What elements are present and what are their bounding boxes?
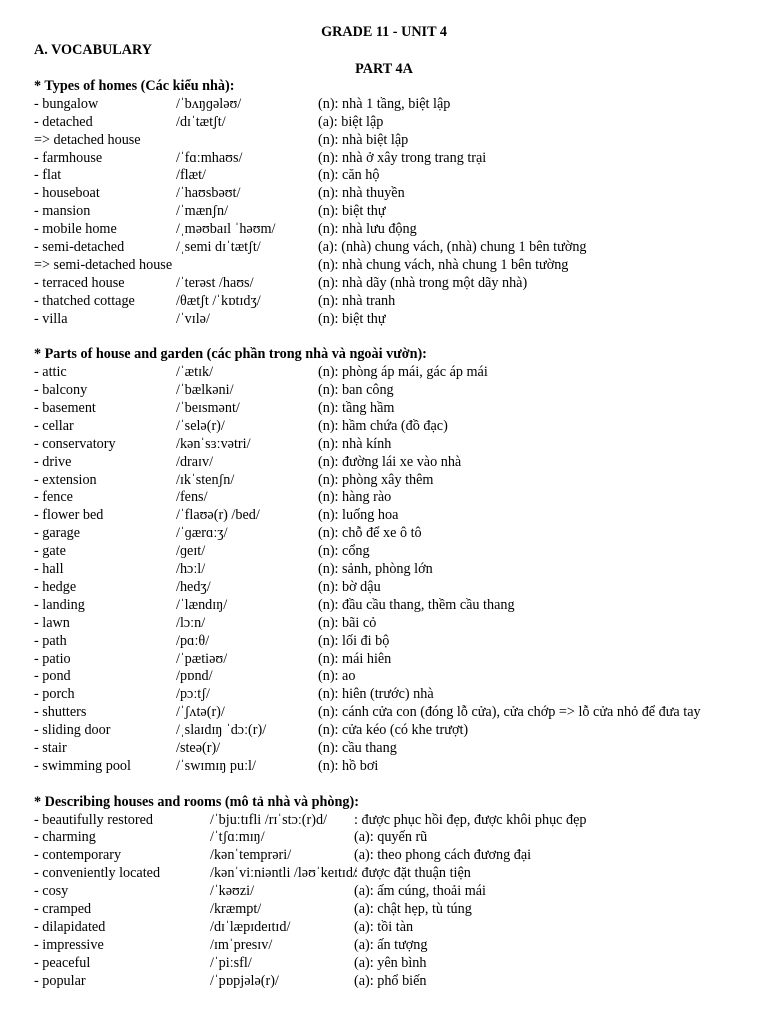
vocab-pronunciation: /ˈbʌŋɡələʊ/ <box>176 95 242 112</box>
vocab-pronunciation: /ˈlændɪŋ/ <box>176 596 228 613</box>
vocab-pronunciation: /dɪˈtætʃt/ <box>176 113 226 130</box>
vocab-row <box>34 704 764 722</box>
vocab-pronunciation: /pɒnd/ <box>176 668 213 685</box>
vocab-row <box>34 686 764 704</box>
vocab-pronunciation: /fens/ <box>176 489 208 506</box>
vocab-pronunciation: /ˈpɒpjələ(r)/ <box>210 972 279 989</box>
vocab-meaning: (n): hàng rào <box>318 489 392 506</box>
vocab-row <box>34 758 764 776</box>
vocab-word: - conservatory <box>34 435 116 452</box>
vocab-row <box>34 132 764 150</box>
vocab-word: - mansion <box>34 203 91 220</box>
vocab-meaning: (n): nhà dãy (nhà trong một dãy nhà) <box>318 274 528 291</box>
vocab-pronunciation: /kənˈtemprəri/ <box>210 847 292 864</box>
group-heading: * Describing houses and rooms (mô tả nhà và phòng): <box>34 793 359 810</box>
vocab-row <box>34 239 764 257</box>
vocab-meaning: (n): phòng xây thêm <box>318 471 434 488</box>
vocab-pronunciation: /kræmpt/ <box>210 900 262 917</box>
vocab-pronunciation: /ˈhaʊsbəʊt/ <box>176 185 241 202</box>
vocab-meaning: (n): cầu thang <box>318 739 397 756</box>
vocab-meaning: (n): hồ bơi <box>318 757 379 774</box>
vocab-word: - bungalow <box>34 95 99 112</box>
vocab-word: - fence <box>34 489 73 506</box>
vocab-row <box>34 400 764 418</box>
vocab-row <box>34 382 764 400</box>
vocab-pronunciation: /pɑːθ/ <box>176 632 210 649</box>
vocab-word: - landing <box>34 596 85 613</box>
vocab-pronunciation: /ˌsemi dɪˈtætʃt/ <box>176 239 261 256</box>
vocab-meaning: (n): cổng <box>318 543 370 560</box>
vocab-word: - basement <box>34 400 96 417</box>
vocab-meaning: (n): nhà ở xây trong trang trại <box>318 149 487 166</box>
vocab-pronunciation: /ɡeɪt/ <box>176 543 206 560</box>
vocab-row <box>34 829 764 847</box>
vocab-meaning: (n): nhà tranh <box>318 292 396 309</box>
vocab-word: - impressive <box>34 936 104 953</box>
vocab-row <box>34 847 764 865</box>
vocab-pronunciation: /flæt/ <box>176 167 206 184</box>
vocab-meaning: (a): tồi tàn <box>354 918 414 935</box>
vocab-word: - patio <box>34 650 71 667</box>
part-heading: PART 4A <box>355 61 413 77</box>
vocab-row <box>34 973 764 991</box>
vocab-word: - shutters <box>34 704 87 721</box>
vocab-word: - lawn <box>34 614 70 631</box>
vocab-meaning: (n): bờ dậu <box>318 578 381 595</box>
vocab-word: - houseboat <box>34 185 100 202</box>
vocab-pronunciation: /ˈmænʃn/ <box>176 203 229 220</box>
vocab-meaning: : được đặt thuận tiện <box>354 865 471 882</box>
vocab-pronunciation: /ˈselə(r)/ <box>176 417 225 434</box>
vocab-row <box>34 472 764 490</box>
vocab-meaning: (n): tầng hầm <box>318 400 395 417</box>
vocab-pronunciation: /steə(r)/ <box>176 739 221 756</box>
vocab-meaning: (n): mái hiên <box>318 650 392 667</box>
vocab-row <box>34 167 764 185</box>
vocab-meaning: (n): nhà lưu động <box>318 221 417 238</box>
vocab-word: - gate <box>34 543 66 560</box>
vocab-row <box>34 418 764 436</box>
section-heading: A. VOCABULARY <box>34 42 152 58</box>
vocab-row <box>34 955 764 973</box>
vocab-meaning: (n): nhà biệt lập <box>318 131 409 148</box>
vocab-pronunciation: /ˈfɑːmhaʊs/ <box>176 149 243 166</box>
vocab-word: - beautifully restored <box>34 811 153 828</box>
vocab-meaning: (n): nhà thuyền <box>318 185 405 202</box>
vocab-word: - terraced house <box>34 274 125 291</box>
vocab-meaning: (a): ấm cúng, thoải mái <box>354 883 486 900</box>
vocab-row <box>34 311 764 329</box>
vocab-row <box>34 651 764 669</box>
vocab-word: - detached <box>34 113 93 130</box>
vocab-row <box>34 221 764 239</box>
vocab-meaning: (n): sảnh, phòng lớn <box>318 561 433 578</box>
vocab-word: - flower bed <box>34 507 104 524</box>
vocab-meaning: (n): cánh cửa con (đóng lỗ cửa), cửa chớp => lỗ cửa nhỏ để đưa tay <box>318 704 701 721</box>
vocab-row <box>34 150 764 168</box>
vocab-word: - cosy <box>34 883 69 900</box>
vocab-row <box>34 740 764 758</box>
vocab-row <box>34 883 764 901</box>
vocab-word: - villa <box>34 310 68 327</box>
vocab-row <box>34 293 764 311</box>
vocab-pronunciation: /lɔːn/ <box>176 614 206 631</box>
vocab-row <box>34 454 764 472</box>
vocab-meaning: (a): phổ biến <box>354 972 427 989</box>
vocab-word: - thatched cottage <box>34 292 135 309</box>
vocab-pronunciation: /kənˈviːniəntli /ləʊˈkeɪtɪd/ <box>210 865 357 882</box>
vocab-row <box>34 525 764 543</box>
vocab-meaning: (a): theo phong cách đương đại <box>354 847 532 864</box>
vocab-word: - attic <box>34 364 67 381</box>
vocab-row <box>34 185 764 203</box>
vocab-pronunciation: /ˈpætiəʊ/ <box>176 650 228 667</box>
vocab-word: - dilapidated <box>34 918 106 935</box>
vocab-word: - garage <box>34 525 81 542</box>
vocab-pronunciation: /ˈswɪmɪŋ puːl/ <box>176 757 256 774</box>
vocab-pronunciation: /ˈvɪlə/ <box>176 310 210 327</box>
vocab-word: - charming <box>34 829 96 846</box>
vocab-row <box>34 436 764 454</box>
document-title: GRADE 11 - UNIT 4 <box>321 24 447 40</box>
vocabulary-content <box>34 78 764 990</box>
vocabulary-group <box>34 78 764 328</box>
vocab-pronunciation: /ˌməʊbaɪl ˈhəʊm/ <box>176 221 276 238</box>
group-heading: * Types of homes (Các kiểu nhà): <box>34 78 235 94</box>
vocab-row <box>34 257 764 275</box>
vocab-meaning: (a): yên bình <box>354 954 427 971</box>
vocab-pronunciation: /ˈpiːsfl/ <box>210 954 252 971</box>
vocab-meaning: (a): quyến rũ <box>354 829 428 846</box>
vocab-word: - cramped <box>34 900 92 917</box>
vocab-meaning: (n): phòng áp mái, gác áp mái <box>318 364 488 381</box>
vocab-pronunciation: /dɪˈlæpɪdeɪtɪd/ <box>210 918 291 935</box>
vocab-word: - hall <box>34 561 64 578</box>
vocab-pronunciation: /kənˈsɜːvətri/ <box>176 435 251 452</box>
vocab-meaning: (n): đầu cầu thang, thềm cầu thang <box>318 596 515 613</box>
vocab-word: => semi-detached house <box>34 256 173 273</box>
vocab-meaning: (n): cửa kéo (có khe trượt) <box>318 722 469 739</box>
vocab-row <box>34 561 764 579</box>
vocab-row <box>34 865 764 883</box>
vocab-row <box>34 203 764 221</box>
vocab-row <box>34 364 764 382</box>
vocab-meaning: (n): hiên (trước) nhà <box>318 686 434 703</box>
vocab-meaning: (n): ao <box>318 668 356 685</box>
vocab-pronunciation: /θætʃt /ˈkɒtɪdʒ/ <box>176 292 261 309</box>
vocab-word: - drive <box>34 453 72 470</box>
vocab-row <box>34 114 764 132</box>
vocab-row <box>34 919 764 937</box>
vocab-pronunciation: /ɪmˈpresɪv/ <box>210 936 273 953</box>
vocab-word: - mobile home <box>34 221 117 238</box>
vocab-row <box>34 96 764 114</box>
vocab-meaning: (n): luống hoa <box>318 507 399 524</box>
vocab-word: - semi-detached <box>34 239 125 256</box>
group-heading: * Parts of house and garden (các phần trong nhà và ngoài vườn): <box>34 346 427 363</box>
vocab-meaning: (a): (nhà) chung vách, (nhà) chung 1 bên tường <box>318 239 587 256</box>
vocab-meaning: (a): ấn tượng <box>354 936 428 953</box>
vocab-meaning: (n): nhà 1 tầng, biệt lập <box>318 95 451 112</box>
vocab-row <box>34 275 764 293</box>
vocab-pronunciation: /ˈɡærɑːʒ/ <box>176 525 228 542</box>
vocab-meaning: (n): hầm chứa (đồ đạc) <box>318 417 448 434</box>
vocab-pronunciation: /pɔːtʃ/ <box>176 686 210 703</box>
vocab-pronunciation: /hɔːl/ <box>176 561 206 578</box>
vocab-meaning: (n): lối đi bộ <box>318 632 390 649</box>
vocab-pronunciation: /ˈʃʌtə(r)/ <box>176 704 225 721</box>
vocab-row <box>34 507 764 525</box>
vocab-row <box>34 722 764 740</box>
vocab-pronunciation: /hedʒ/ <box>176 578 211 595</box>
vocab-meaning: (n): bãi cỏ <box>318 614 377 631</box>
vocab-pronunciation: /ˈætɪk/ <box>176 364 214 381</box>
vocabulary-group <box>34 346 764 775</box>
vocab-pronunciation: /ˈkəʊzi/ <box>210 883 255 900</box>
vocab-meaning: (n): căn hộ <box>318 167 380 184</box>
vocab-word: - conveniently located <box>34 865 161 882</box>
vocab-pronunciation: /ˈtʃɑːmɪŋ/ <box>210 829 265 846</box>
vocab-word: - cellar <box>34 417 74 434</box>
vocab-row <box>34 901 764 919</box>
vocab-pronunciation: /ˈterəst /haʊs/ <box>176 274 254 291</box>
vocab-meaning: (n): nhà kính <box>318 435 392 452</box>
vocab-meaning: (n): biệt thự <box>318 203 386 220</box>
vocab-pronunciation: /ˈbælkəni/ <box>176 382 234 399</box>
vocab-row <box>34 615 764 633</box>
vocab-word: - peaceful <box>34 954 91 971</box>
vocab-pronunciation: /draɪv/ <box>176 453 214 470</box>
vocab-meaning: (n): chỗ để xe ô tô <box>318 525 422 542</box>
group-spacer <box>34 776 764 794</box>
vocab-pronunciation: /ˈbjuːtɪfli /rɪˈstɔː(r)d/ <box>210 811 328 828</box>
vocab-row <box>34 543 764 561</box>
vocab-row <box>34 812 764 830</box>
vocab-word: - pond <box>34 668 71 685</box>
vocab-pronunciation: /ˈbeɪsmənt/ <box>176 400 240 417</box>
vocab-word: - flat <box>34 167 62 184</box>
vocab-word: - farmhouse <box>34 149 103 166</box>
vocab-meaning: (n): đường lái xe vào nhà <box>318 453 462 470</box>
vocab-row <box>34 668 764 686</box>
vocab-word: - hedge <box>34 578 77 595</box>
vocab-word: - extension <box>34 471 97 488</box>
vocab-meaning: (a): biệt lập <box>318 113 384 130</box>
vocab-meaning: (n): biệt thự <box>318 310 386 327</box>
vocabulary-group <box>34 794 764 991</box>
vocab-row <box>34 597 764 615</box>
vocab-word: - stair <box>34 739 67 756</box>
vocab-word: - popular <box>34 972 86 989</box>
vocab-meaning: : được phục hồi đẹp, được khôi phục đẹp <box>354 811 587 828</box>
vocab-row <box>34 633 764 651</box>
vocab-word: - contemporary <box>34 847 122 864</box>
vocab-word: - swimming pool <box>34 757 131 774</box>
vocab-pronunciation: /ˈflaʊə(r) /bed/ <box>176 507 260 524</box>
vocab-word: - sliding door <box>34 722 111 739</box>
vocab-word: - path <box>34 632 67 649</box>
vocab-row <box>34 937 764 955</box>
vocab-meaning: (n): nhà chung vách, nhà chung 1 bên tường <box>318 256 569 273</box>
vocab-row <box>34 579 764 597</box>
vocab-meaning: (n): ban công <box>318 382 394 399</box>
vocab-word: - balcony <box>34 382 88 399</box>
vocab-pronunciation: /ɪkˈstenʃn/ <box>176 471 235 488</box>
vocab-pronunciation: /ˌslaɪdɪŋ ˈdɔː(r)/ <box>176 722 267 739</box>
group-spacer <box>34 328 764 346</box>
vocab-word: => detached house <box>34 131 141 148</box>
vocab-meaning: (a): chật hẹp, tù túng <box>354 900 472 917</box>
vocab-row <box>34 489 764 507</box>
vocab-word: - porch <box>34 686 75 703</box>
